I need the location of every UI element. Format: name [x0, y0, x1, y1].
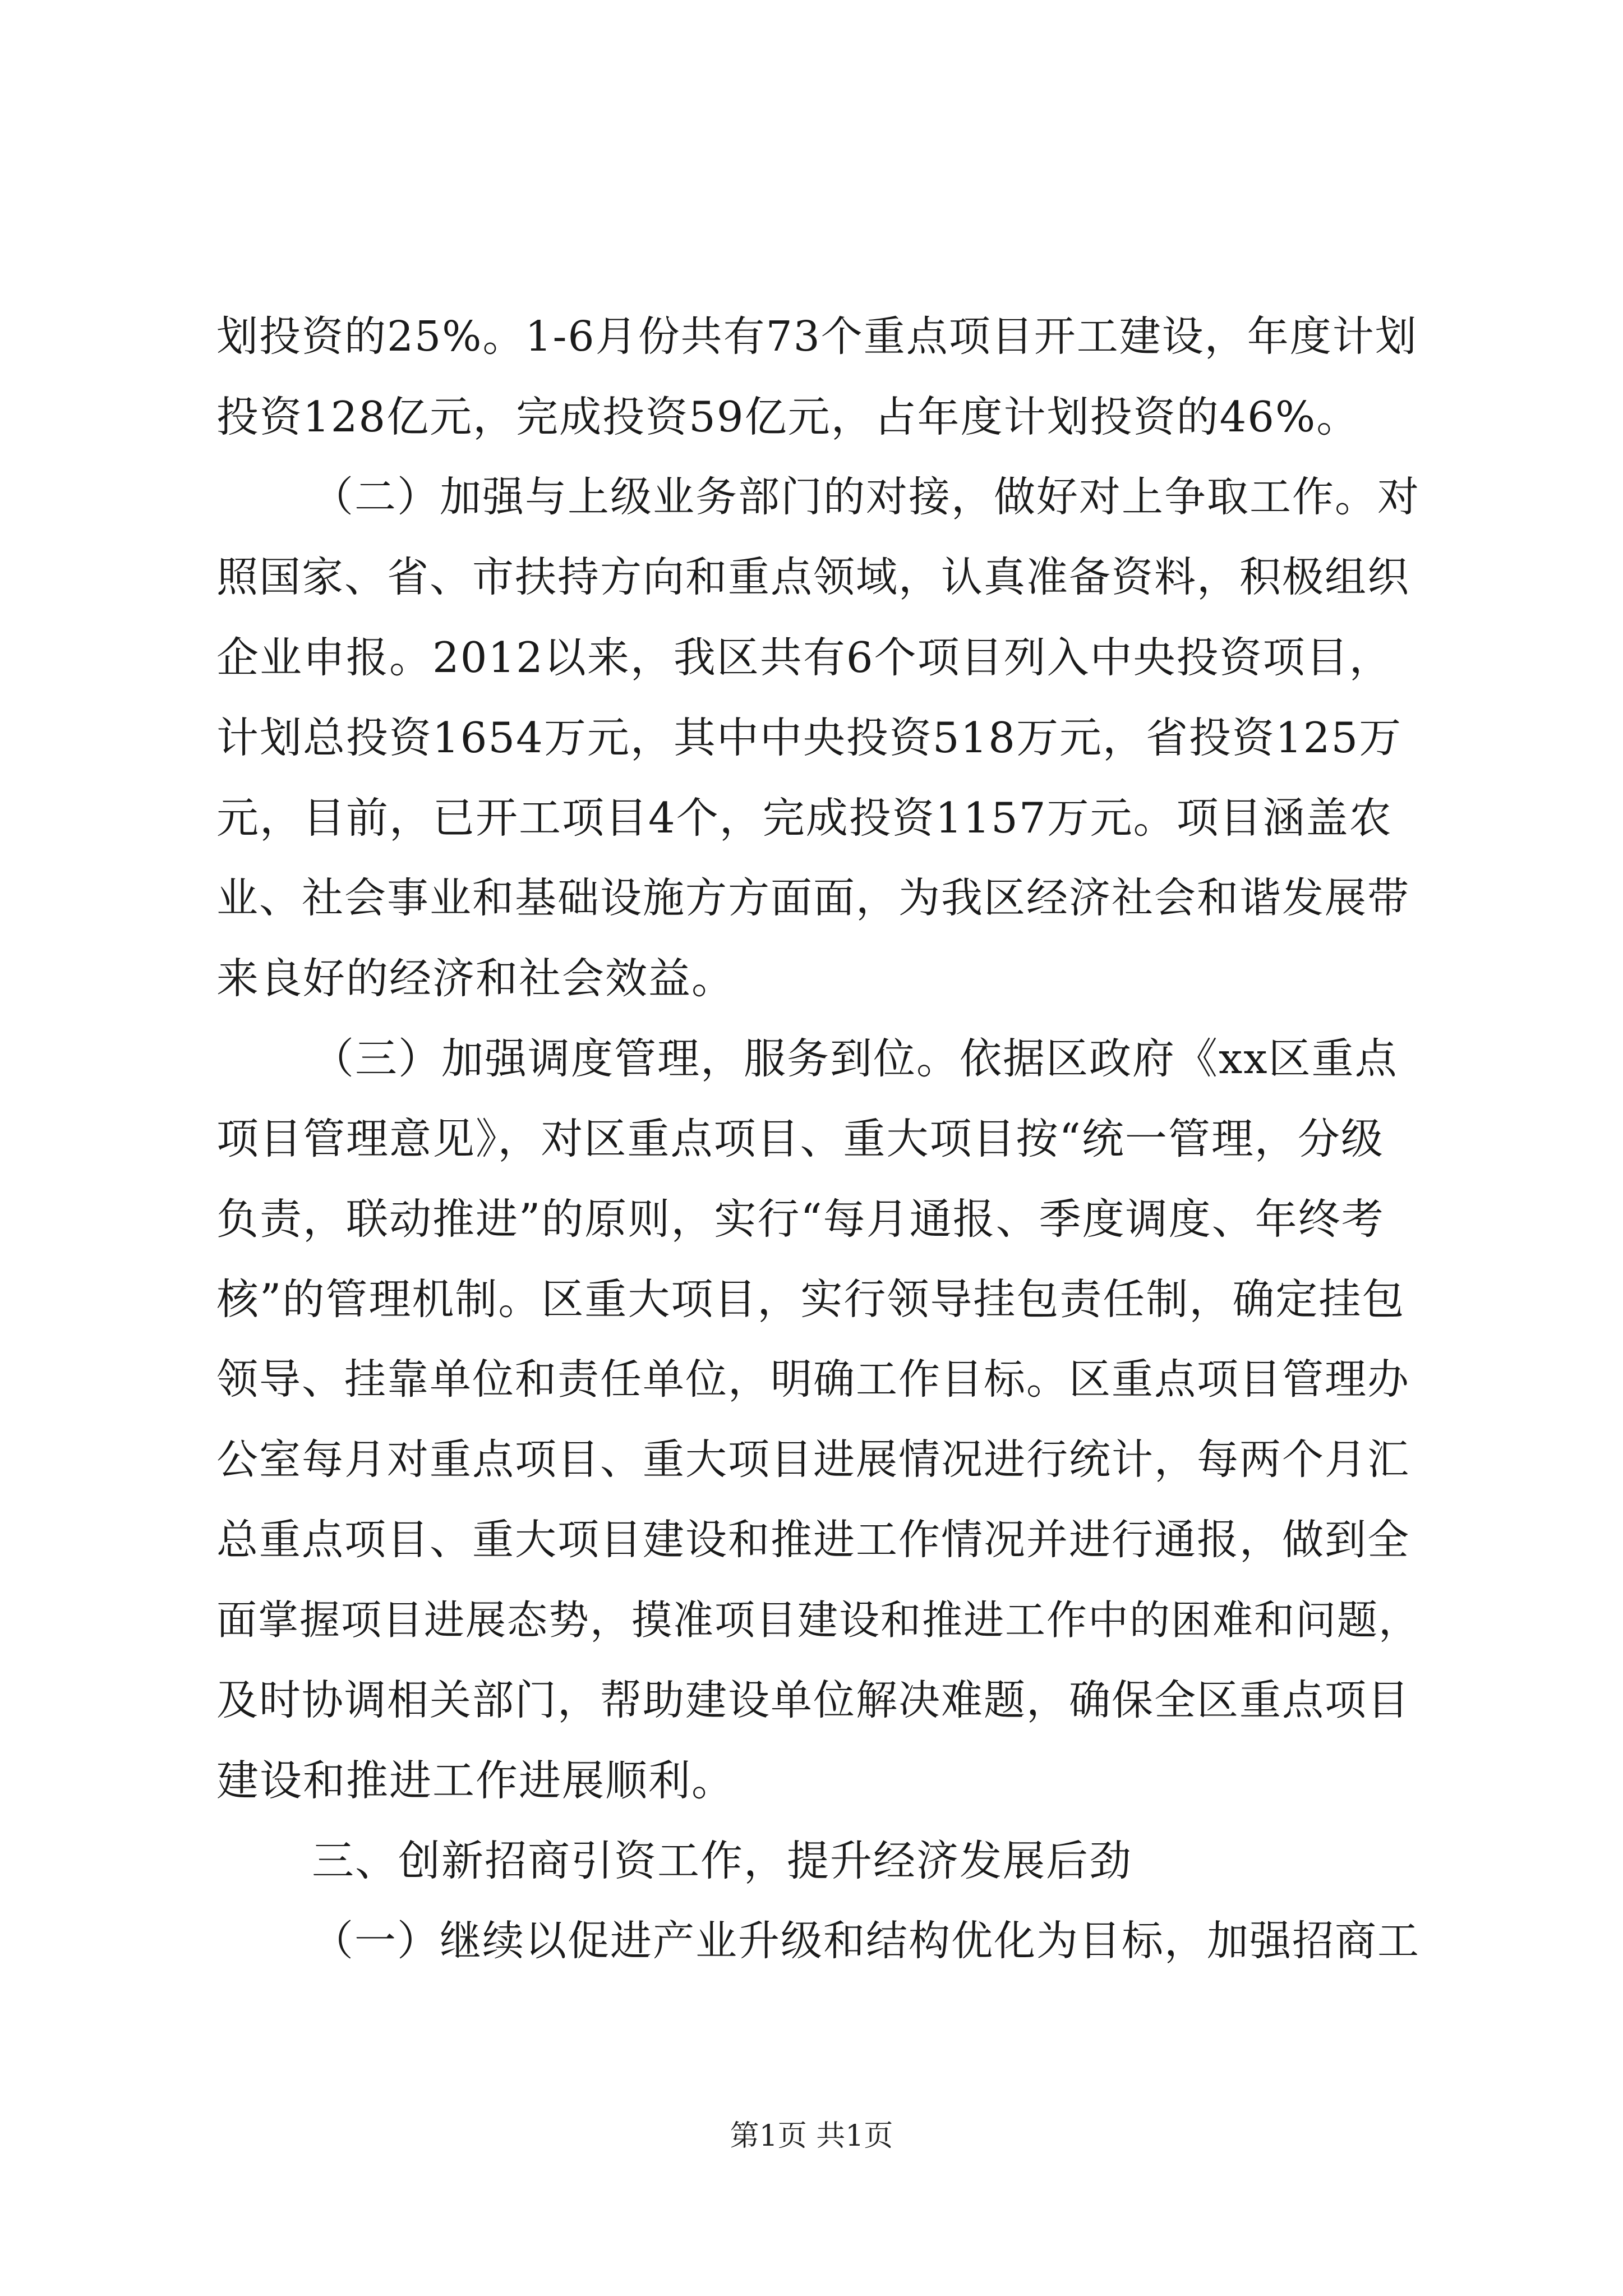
text-line: 计划总投资1654万元，其中中央投资518万元，省投资125万	[216, 713, 1403, 762]
page-footer: 第1页 共1页	[730, 2119, 893, 2153]
text-line: 项目管理意见》，对区重点项目、重大项目按“统一管理，分级	[216, 1114, 1384, 1163]
text-line: 投资128亿元，完成投资59亿元，占年度计划投资的46%。	[216, 392, 1360, 441]
text-line: 核”的管理机制。区重大项目，实行领导挂包责任制，确定挂包	[216, 1274, 1405, 1324]
section-heading-3: （三）加强调度管理，服务到位。依据区政府《xx区重点	[312, 1034, 1398, 1083]
text-line: 元，目前，已开工项目4个，完成投资1157万元。项目涵盖农	[216, 793, 1393, 843]
text-line: 负责，联动推进”的原则，实行“每月通报、季度调度、年终考	[216, 1194, 1385, 1244]
text-line: 划投资的25%。1-6月份共有73个重点项目开工建设，年度计划	[216, 312, 1418, 361]
section-heading-2: （二）加强与上级业务部门的对接，做好对上争取工作。对	[312, 473, 1420, 521]
text-line: 照国家、省、市扶持方向和重点领域，认真准备资料，积极组织	[216, 553, 1410, 601]
text-line: 领导、挂靠单位和责任单位，明确工作目标。区重点项目管理办	[216, 1355, 1410, 1404]
text-line: 总重点项目、重大项目建设和推进工作情况并进行通报，做到全	[216, 1516, 1410, 1564]
text-line: 公室每月对重点项目、重大项目进展情况进行统计，每两个月汇	[216, 1435, 1410, 1484]
text-line: 来良好的经济和社会效益。	[216, 954, 735, 1003]
text-line: 及时协调相关部门，帮助建设单位解决难题，确保全区重点项目	[216, 1676, 1410, 1724]
chapter-heading: 三、创新招商引资工作，提升经济发展后劲	[312, 1836, 1133, 1885]
text-line: 业、社会事业和基础设施方方面面，为我区经济社会和谐发展带	[216, 874, 1410, 922]
text-line: 企业申报。2012以来，我区共有6个项目列入中央投资项目，	[216, 633, 1393, 682]
section-heading-1: （一）继续以促进产业升级和结构优化为目标，加强招商工	[312, 1917, 1420, 1965]
text-line: 面掌握项目进展态势，摸准项目建设和推进工作中的困难和问题，	[216, 1596, 1421, 1644]
text-line: 建设和推进工作进展顺利。	[216, 1756, 735, 1805]
